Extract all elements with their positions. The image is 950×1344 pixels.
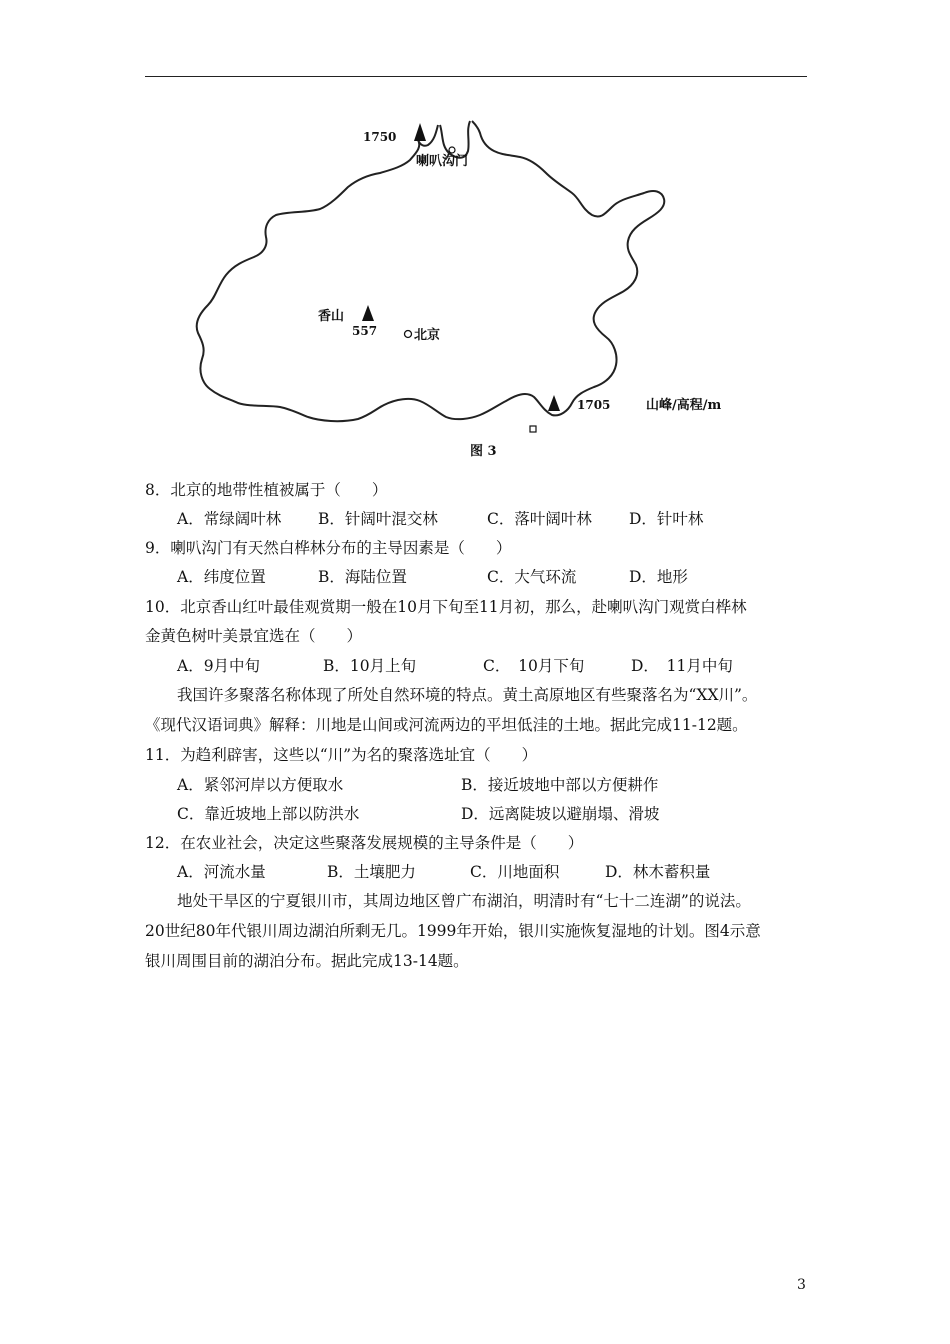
q8-option-d: D．针叶林 [629, 510, 704, 528]
q9-option-a: A．纬度位置 [177, 568, 266, 586]
passage2-line2: 20世纪80年代银川周边湖泊所剩无几。1999年开始，银川实施恢复湿地的计划。图4示意 [145, 922, 761, 940]
small-marker-square [530, 426, 536, 432]
q10-option-a: A．9月中旬 [177, 657, 261, 675]
peak-icon-west [362, 305, 374, 321]
peak-west-name: 香山 [318, 309, 345, 324]
q10-option-d: D． 11月中旬 [631, 657, 733, 675]
q11-stem: 11．为趋利辟害，这些以“川”为名的聚落选址宜（ ） [145, 746, 538, 764]
beijing-map-figure [180, 115, 780, 465]
q9-option-c: C．大气环流 [487, 568, 577, 586]
page-number: 3 [797, 1277, 806, 1293]
legend-peak-icon [548, 395, 560, 411]
q12-stem: 12．在农业社会，决定这些聚落发展规模的主导条件是（ ） [145, 834, 584, 852]
q8-option-a: A．常绿阔叶林 [177, 510, 282, 528]
passage2-line3: 银川周围目前的湖泊分布。据此完成13-14题。 [145, 952, 469, 970]
figure-label: 图 3 [470, 444, 497, 459]
passage2-line1: 地处干旱区的宁夏银川市，其周边地区曾广布湖泊，明清时有“七十二连湖”的说法。 [177, 892, 751, 910]
peak-icon-north [414, 123, 426, 141]
passage1-line2: 《现代汉语词典》解释：川地是山间或河流两边的平坦低洼的土地。据此完成11-12题。 [145, 716, 748, 734]
legend-elevation: 1705 [577, 398, 611, 412]
peak-north-elevation: 1750 [363, 130, 397, 144]
peak-north-name: 喇叭沟门 [416, 154, 469, 169]
q12-option-d: D．林木蓄积量 [605, 863, 711, 881]
q11-option-b: B．接近坡地中部以方便耕作 [461, 776, 659, 794]
q8-stem: 8．北京的地带性植被属于（ ） [145, 481, 388, 499]
q11-option-a: A．紧邻河岸以方便取水 [177, 776, 344, 794]
q9-option-d: D．地形 [629, 568, 688, 586]
q10-option-b: B．10月上旬 [323, 657, 417, 675]
peak-north-marker [449, 147, 455, 153]
q8-option-b: B．针阔叶混交林 [318, 510, 438, 528]
passage1-line1: 我国许多聚落名称体现了所处自然环境的特点。黄土高原地区有些聚落名为“XX川”。 [177, 686, 758, 704]
q12-option-a: A．河流水量 [177, 863, 266, 881]
q10-stem-line2: 金黄色树叶美景宜选在（ ） [145, 627, 363, 645]
q10-stem-line1: 10．北京香山红叶最佳观赏期一般在10月下旬至11月初，那么，赴喇叭沟门观赏白桦林 [145, 598, 747, 616]
q9-stem: 9．喇叭沟门有天然白桦林分布的主导因素是（ ） [145, 539, 512, 557]
q12-option-c: C．川地面积 [470, 863, 560, 881]
city-label-beijing: 北京 [414, 328, 441, 343]
q12-option-b: B．土壤肥力 [327, 863, 416, 881]
q9-option-b: B．海陆位置 [318, 568, 407, 586]
q10-option-c: C． 10月下旬 [483, 657, 585, 675]
peak-west-elevation: 557 [352, 324, 378, 338]
q8-option-c: C．落叶阔叶林 [487, 510, 592, 528]
legend-text: 山峰/高程/m [646, 398, 722, 413]
header-rule [145, 76, 807, 77]
city-marker-beijing [405, 331, 412, 338]
q11-option-c: C．靠近坡地上部以防洪水 [177, 805, 360, 823]
q11-option-d: D．远离陡坡以避崩塌、滑坡 [461, 805, 660, 823]
